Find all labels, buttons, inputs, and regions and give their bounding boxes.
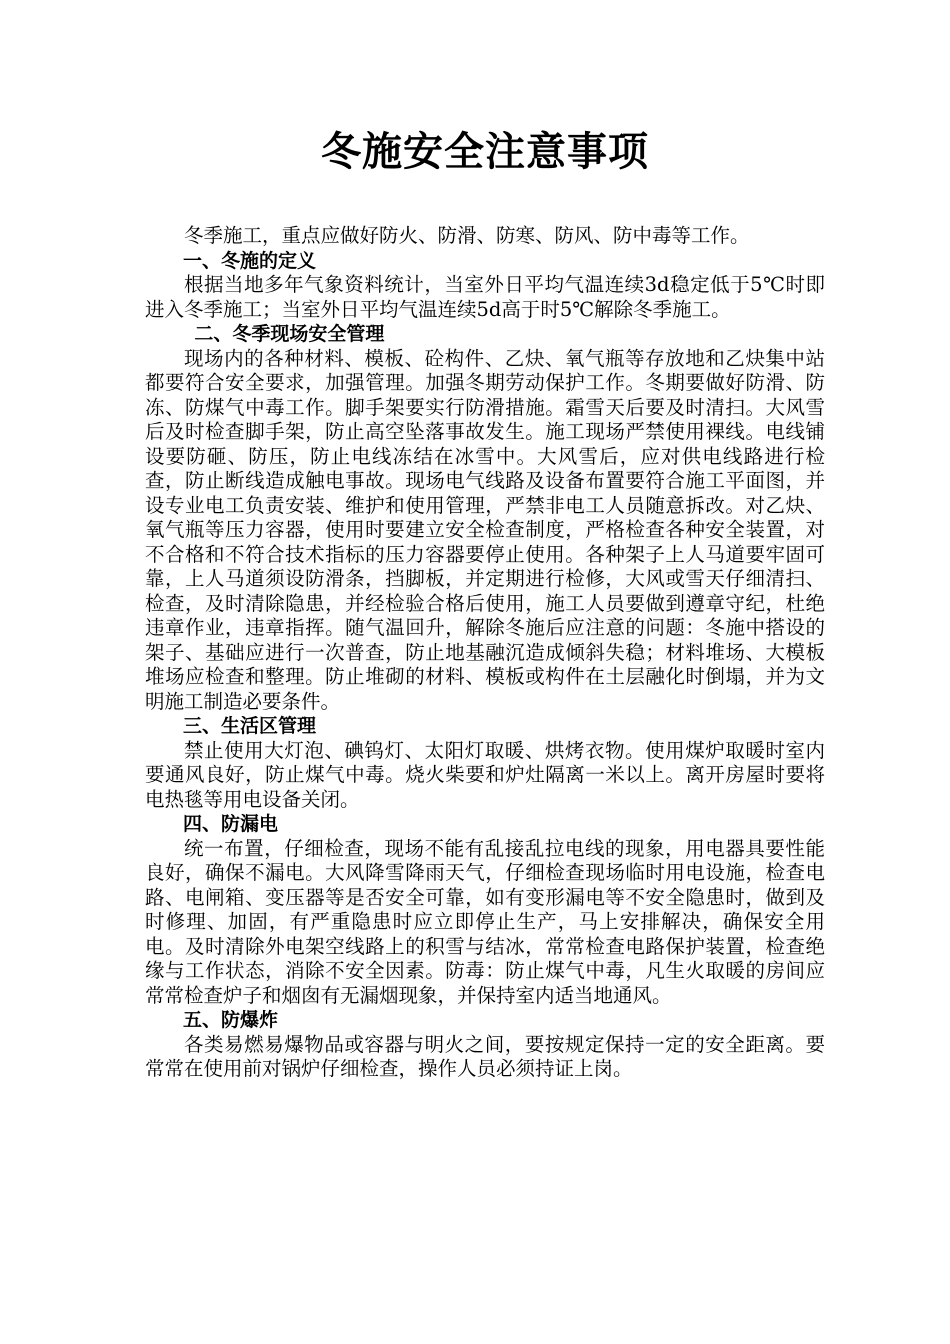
section-text-site-safety: 现场内的各种材料、模板、砼构件、乙炔、氧气瓶等存放地和乙炔集中站都要符合安全要求，加强管理。加强冬期劳动保护工作。冬期要做好防滑、防冻、防煤气中毒工作。脚手架要实行防滑措施。霜雪天后要及时清扫。大风雪后及时检查脚手架，防止高空坠落事故发生。施工现场严禁使用裸线。电线铺设要防砸、防压，防止电线冻结在冰雪中。大风雪后，应对供电线路进行检查，防止断线造成触电事故。现场电气线路及设备布置要符合施工平面图，并设专业电工负责安装、维护和使用管理，严禁非电工人员随意拆改。对乙炔、氧气瓶等压力容器，使用时要建立安全检查制度，严格检查各种安全装置，对不合格和不符合技术指标的压力容器要停止使用。各种架子上人马道要牢固可靠，上人马道须设防滑条，挡脚板，并定期进行检修，大风或雪天仔细清扫、检查，及时清除隐患，并经检验合格后使用，施工人员要做到遵章守纪，杜绝违章作业，违章指挥。随气温回升，解除冬施后应注意的问题：冬施中搭设的架子、基础应进行一次普查，防止地基融沉造成倾斜失稳；材料堆场、大模板堆场应检查和整理。防止堆砌的材料、模板或构件在土层融化时倒塌，并为文明施工制造必要条件。: [145, 346, 825, 713]
intro-paragraph: 冬季施工，重点应做好防火、防滑、防寒、防风、防中毒等工作。: [184, 224, 750, 247]
document-title: 冬施安全注意事项: [321, 128, 649, 175]
section-text-living-area: 禁止使用大灯泡、碘钨灯、太阳灯取暖、烘烤衣物。使用煤炉取暖时室内要通风良好，防止煤气中毒。烧火柴要和炉灶隔离一米以上。离开房屋时要将电热毯等用电设备关闭。: [145, 738, 825, 811]
section-text-electrical-leakage: 统一布置，仔细检查，现场不能有乱接乱拉电线的现象，用电器具要性能良好，确保不漏电。大风降雪降雨天气，仔细检查现场临时用电设施，检查电路、电闸箱、变压器等是否安全可靠，如有变形漏电等不安全隐患时，做到及时修理、加固，有严重隐患时应立即停止生产，马上安排解决，确保安全用电。及时清除外电架空线路上的积雪与结冰，常常检查电路保护装置，检查绝缘与工作状态，消除不安全因素。防毒：防止煤气中毒，凡生火取暖的房间应常常检查炉子和烟囱有无漏烟现象，并保持室内适当地通风。: [145, 836, 825, 1007]
section-heading-electrical-leakage: 四、防漏电: [183, 813, 279, 835]
section-text-explosion: 各类易燃易爆物品或容器与明火之间，要按规定保持一定的安全距离。要常常在使用前对锅炉仔细检查，操作人员必须持证上岗。: [145, 1032, 825, 1080]
section-heading-site-safety: 二、冬季现场安全管理: [194, 323, 385, 345]
section-heading-living-area: 三、生活区管理: [183, 715, 317, 737]
document-body: [145, 224, 825, 1082]
section-heading-definition: 一、冬施的定义: [183, 249, 317, 272]
section-heading-explosion: 五、防爆炸: [183, 1009, 279, 1031]
section-text-definition: 根据当地多年气象资料统计，当室外日平均气温连续3d稳定低于5℃时即进入冬季施工；当室外日平均气温连续5d高于时5℃解除冬季施工。: [145, 273, 825, 321]
